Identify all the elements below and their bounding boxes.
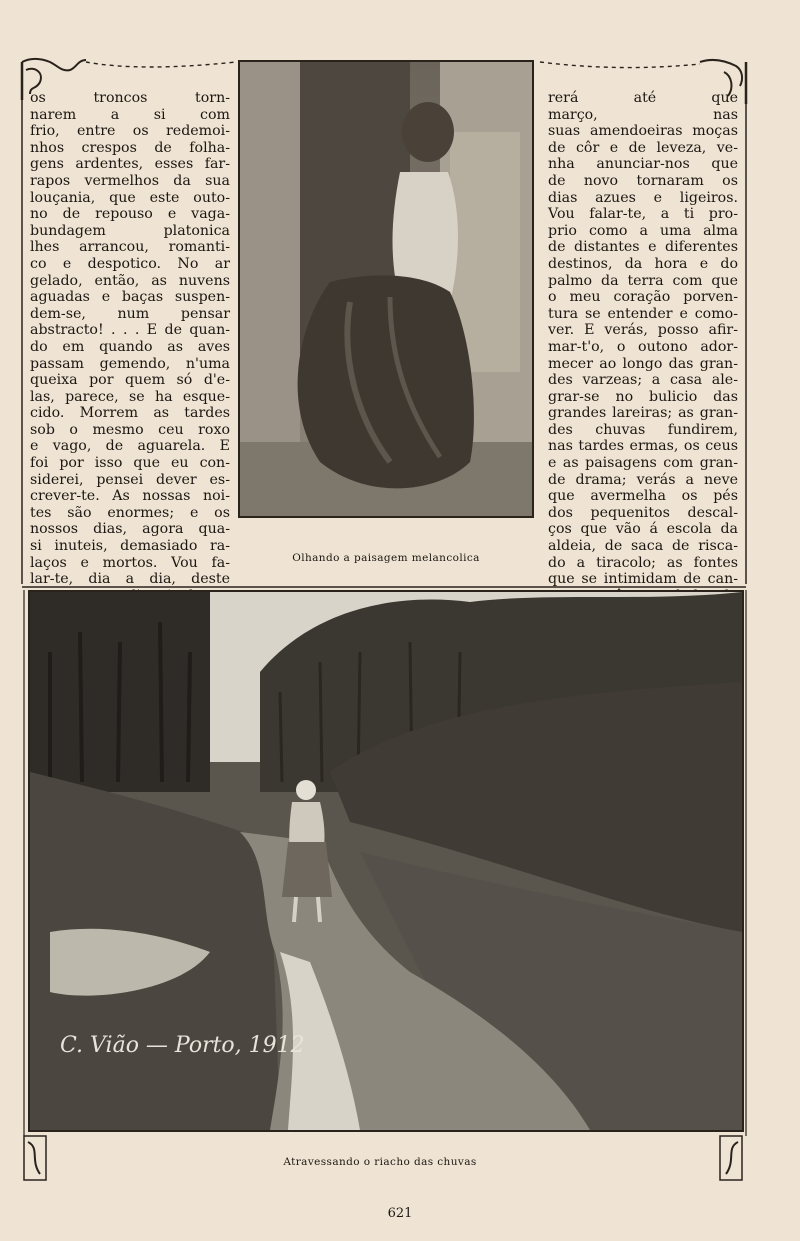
photographer-signature: C. Vião — Porto, 1912: [60, 1033, 305, 1058]
right-text-column: [548, 90, 738, 604]
photo-stream-crossing: [28, 590, 744, 1132]
right-column-text: rerá até que março, nas suas amendoeiras moças de côr e de leveza, ve- nha anunciar-nos que de novo tornaram os dias azues e ligeiros. Vou falar-te, a ti pro- prio como a uma alma de distantes e diferentes destinos, da hora e do palmo da terra com que o meu coração porven- tura se entender e como- ver. E verás, posso afir- mar-t'o, o outono ador- mecer ao longo das gran- des varzeas; a casa ale- grar-se no bulicio das grandes lareiras; as gran- des chuvas fundirem, nas tardes ermas, os ceus e as paisagens com gran- de drama; verás a neve que avermelha os pés dos pequenitos descal- ços que vão á escola da aldeia, de saca de risca- do a tiracolo; as fontes que se intimidam de can-: [548, 90, 738, 588]
photo-woman-illustration: [240, 62, 532, 516]
left-text-column: [30, 90, 230, 604]
page-number: 621: [387, 1206, 413, 1221]
caption-bottom-photo: Atravessando o riacho das chuvas: [283, 1156, 477, 1168]
left-column-text: os troncos torn- narem a si com frio, entre os redemoi- nhos crespos de folha- gens ardentes, esses far- rapos vermelhos da sua louçania, que este outo- no de repouso e vaga- bundagem platonica lhes arrancou, romanti- co e despotico. No ar gelado, então, as nuvens aguadas e baças suspen- dem-se, num pensar abstracto! . . . E de quan- do em quando as aves passam gemendo, n'uma queixa por quem só d'e- las, parece, se ha esque- cido. Morrem as tardes sob o mesmo ceu roxo e vago, de aguarela. E foi por isso que eu con- siderei, pensei dever es- crever-te. As nossas noi- tes são enormes; e os nossos dias, agora qua- si inuteis, demasiado ra- laços e mortos. Vou fa- lar-te, dia a dia, deste: [30, 90, 230, 588]
caption-top-photo: Olhando a paisagem melancolica: [292, 552, 480, 564]
photo-stream-illustration: [30, 592, 742, 1130]
photo-woman-seated: [238, 60, 534, 518]
